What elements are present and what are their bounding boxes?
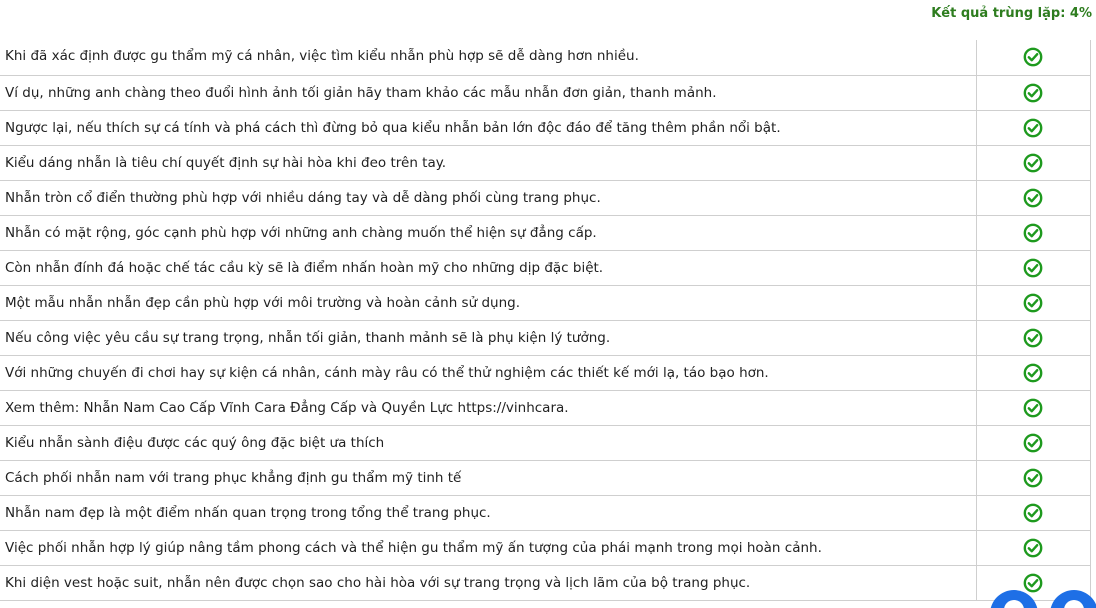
check-circle-icon [1023,188,1043,208]
sentence-rows [0,40,1090,600]
table-row [0,320,1090,355]
status-cell [976,390,1090,425]
status-cell [976,495,1090,530]
messenger-icon [1064,600,1084,608]
check-circle-icon [1023,118,1043,138]
table-row [0,145,1090,180]
check-circle-icon [1023,328,1043,348]
check-circle-icon [1023,433,1043,453]
table-row [0,390,1090,425]
check-circle-icon [1023,573,1043,593]
status-cell [976,40,1090,75]
sentence-text: Còn nhẫn đính đá hoặc chế tác cầu kỳ sẽ là điểm nhấn hoàn mỹ cho những dịp đặc biệt. [0,250,976,285]
sentence-text: Một mẫu nhẫn nhẫn đẹp cần phù hợp với môi trường và hoàn cảnh sử dụng. [0,285,976,320]
sentence-text: Việc phối nhẫn hợp lý giúp nâng tầm phong cách và thể hiện gu thẩm mỹ ấn tượng của phái mạnh trong mọi hoàn cảnh. [0,530,976,565]
status-cell [976,180,1090,215]
check-circle-icon [1023,538,1043,558]
check-circle-icon [1023,363,1043,383]
status-cell [976,530,1090,565]
check-circle-icon [1023,503,1043,523]
table-row [0,215,1090,250]
status-cell [976,215,1090,250]
check-circle-icon [1023,468,1043,488]
check-circle-icon [1023,258,1043,278]
status-cell [976,285,1090,320]
sentence-text: Khi đã xác định được gu thẩm mỹ cá nhân, việc tìm kiểu nhẫn phù hợp sẽ dễ dàng hơn nhiều. [0,40,976,75]
check-circle-icon [1023,293,1043,313]
table-row [0,495,1090,530]
table-row [0,40,1090,75]
sentence-text: Kiểu dáng nhẫn là tiêu chí quyết định sự hài hòa khi đeo trên tay. [0,145,976,180]
status-cell [976,250,1090,285]
sentence-text: Cách phối nhẫn nam với trang phục khẳng định gu thẩm mỹ tinh tế [0,460,976,495]
table-row [0,355,1090,390]
sentence-text: Nhẫn tròn cổ điển thường phù hợp với nhiều dáng tay và dễ dàng phối cùng trang phục. [0,180,976,215]
status-cell [976,145,1090,180]
table-row [0,110,1090,145]
sentence-check-table [0,40,1091,601]
table-row [0,425,1090,460]
check-circle-icon [1023,153,1043,173]
table-row [0,565,1090,600]
sentence-text: Nếu công việc yêu cầu sự trang trọng, nhẫn tối giản, thanh mảnh sẽ là phụ kiện lý tưởng. [0,320,976,355]
table-row [0,285,1090,320]
sentence-text: Nhẫn có mặt rộng, góc cạnh phù hợp với những anh chàng muốn thể hiện sự đẳng cấp. [0,215,976,250]
sentence-check-table-wrap [0,40,1090,601]
table-row [0,180,1090,215]
sentence-text: Khi diện vest hoặc suit, nhẫn nên được chọn sao cho hài hòa với sự trang trọng và lịch lãm của bộ trang phục. [0,565,976,600]
table-row [0,460,1090,495]
chat-icon [1004,600,1024,608]
status-cell [976,355,1090,390]
table-row [0,250,1090,285]
status-cell [976,425,1090,460]
status-cell [976,460,1090,495]
duplicate-result-label: Kết quả trùng lặp: 4% [931,6,1092,21]
sentence-text: Ngược lại, nếu thích sự cá tính và phá cách thì đừng bỏ qua kiểu nhẫn bản lớn độc đáo để tăng thêm phần nổi bật. [0,110,976,145]
sentence-text: Nhẫn nam đẹp là một điểm nhấn quan trọng trong tổng thể trang phục. [0,495,976,530]
sentence-text: Xem thêm: Nhẫn Nam Cao Cấp Vĩnh Cara Đẳng Cấp và Quyền Lực https://vinhcara. [0,390,976,425]
table-row [0,530,1090,565]
check-circle-icon [1023,47,1043,67]
sentence-text: Ví dụ, những anh chàng theo đuổi hình ảnh tối giản hãy tham khảo các mẫu nhẫn đơn giản, thanh mảnh. [0,75,976,110]
status-cell [976,75,1090,110]
status-cell [976,320,1090,355]
check-circle-icon [1023,83,1043,103]
check-circle-icon [1023,398,1043,418]
check-circle-icon [1023,223,1043,243]
status-cell [976,110,1090,145]
sentence-text: Kiểu nhẫn sành điệu được các quý ông đặc biệt ưa thích [0,425,976,460]
sentence-text: Với những chuyến đi chơi hay sự kiện cá nhân, cánh mày râu có thể thử nghiệm các thiết kế mới lạ, táo bạo hơn. [0,355,976,390]
table-row [0,75,1090,110]
